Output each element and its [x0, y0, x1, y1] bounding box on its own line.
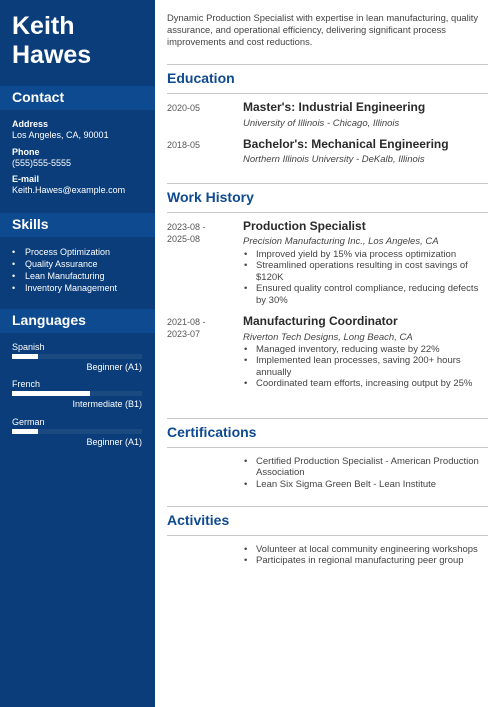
language-level: Intermediate (B1): [72, 399, 142, 409]
language-german: [12, 417, 142, 447]
email-value[interactable]: Keith.Hawes@example.com: [12, 185, 126, 195]
languages-heading: Languages: [12, 312, 86, 328]
job-bullets: [243, 344, 488, 390]
education-heading: Education: [167, 70, 235, 86]
activity-item: • Participates in regional manufacturing peer group: [243, 555, 488, 566]
language-name: Spanish: [12, 342, 45, 352]
first-name: Keith: [12, 12, 75, 40]
certifications-heading: Certifications: [167, 424, 257, 440]
work-date-end: 2023-07: [167, 329, 201, 339]
certification-item: • Lean Six Sigma Green Belt - Lean Institute: [243, 479, 488, 490]
section-divider: [167, 447, 488, 448]
work-date-start: 2021-08 -: [167, 317, 206, 327]
job-employer: Riverton Tech Designs, Long Beach, CA: [243, 332, 413, 343]
language-level: Beginner (A1): [86, 362, 142, 372]
job-title: Production Specialist: [243, 219, 366, 233]
language-spanish: [12, 342, 142, 372]
job-employer: Precision Manufacturing Inc., Los Angeles, CA: [243, 236, 439, 247]
activities-heading: Activities: [167, 512, 230, 528]
language-name: French: [12, 379, 41, 389]
candidate-name: [12, 12, 91, 70]
section-divider: [167, 93, 488, 94]
activity-item: • Volunteer at local community engineering workshops: [243, 544, 488, 555]
job-bullet: • Streamlined operations resulting in cost savings of $120K: [243, 260, 488, 283]
language-level-fill: [12, 429, 38, 434]
work-date-start: 2023-08 -: [167, 222, 206, 232]
work-history-heading: Work History: [167, 189, 254, 205]
education-school: University of Illinois - Chicago, Illinois: [243, 118, 400, 129]
skills-heading-bar: [0, 213, 155, 237]
certifications-list: [243, 456, 488, 490]
skills-heading: Skills: [12, 216, 49, 232]
contact-heading: Contact: [12, 89, 65, 105]
phone-label: Phone: [12, 147, 40, 157]
activities-list: [243, 544, 488, 567]
contact-heading-bar: [0, 86, 155, 110]
section-divider: [167, 64, 488, 65]
section-divider: [167, 506, 488, 507]
language-name: German: [12, 417, 45, 427]
education-degree: Bachelor's: Mechanical Engineering: [243, 137, 449, 151]
language-level-bar: [12, 354, 142, 359]
section-divider: [167, 212, 488, 213]
language-french: [12, 379, 142, 409]
phone-value: (555)555-5555: [12, 158, 72, 168]
language-level-bar: [12, 391, 142, 396]
job-bullet: • Improved yield by 15% via process optimization: [243, 249, 488, 260]
language-level-fill: [12, 354, 38, 359]
address-value: Los Angeles, CA, 90001: [12, 130, 109, 140]
certification-item: • Certified Production Specialist - American Production Association: [243, 456, 488, 479]
section-divider: [167, 535, 488, 536]
skills-list: [12, 246, 152, 294]
language-level: Beginner (A1): [86, 437, 142, 447]
work-date-range: [167, 221, 237, 245]
education-date: 2018-05: [167, 140, 201, 150]
work-date-range: [167, 316, 237, 340]
email-label: E-mail: [12, 174, 40, 184]
education-school: Northern Illinois University - DeKalb, Illinois: [243, 154, 425, 165]
address-label: Address: [12, 119, 49, 129]
job-bullet: • Coordinated team efforts, increasing output by 25%: [243, 378, 488, 389]
skill-item: • Process Optimization: [12, 246, 152, 258]
languages-heading-bar: [0, 309, 155, 333]
job-bullet: • Implemented lean processes, saving 200+ hours annually: [243, 355, 488, 378]
job-bullet: • Ensured quality control compliance, reducing defects by 30%: [243, 283, 488, 306]
education-date: 2020-05: [167, 103, 201, 113]
job-bullet: • Managed inventory, reducing waste by 22%: [243, 344, 488, 355]
skill-item: • Inventory Management: [12, 282, 152, 294]
section-divider: [167, 183, 488, 184]
last-name: Hawes: [12, 41, 92, 69]
work-date-end: 2025-08: [167, 234, 201, 244]
language-level-fill: [12, 391, 90, 396]
skill-item: • Quality Assurance: [12, 258, 152, 270]
job-bullets: [243, 249, 488, 306]
section-divider: [167, 418, 488, 419]
sidebar: [0, 0, 155, 707]
professional-summary: Dynamic Production Specialist with expertise in lean manufacturing, quality assurance, and operational efficiency, delivering significant process improvements and cost reductions.: [167, 12, 479, 47]
education-degree: Master's: Industrial Engineering: [243, 100, 426, 114]
skill-item: • Lean Manufacturing: [12, 270, 152, 282]
job-title: Manufacturing Coordinator: [243, 314, 398, 328]
language-level-bar: [12, 429, 142, 434]
